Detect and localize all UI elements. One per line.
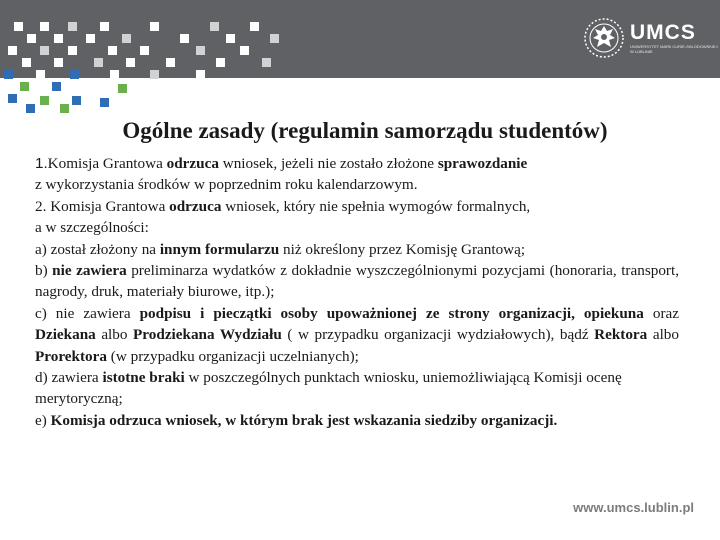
rule-2d bbox=[35, 367, 679, 410]
rule-1-bold-odrzuca: odrzuca bbox=[166, 155, 219, 172]
decorative-pixel bbox=[118, 84, 127, 93]
decorative-pixel bbox=[52, 82, 61, 91]
decorative-pixel bbox=[166, 58, 175, 67]
decorative-pixel bbox=[100, 22, 109, 31]
decorative-pixel bbox=[126, 58, 135, 67]
rule-2 bbox=[35, 196, 679, 239]
decorative-pixel bbox=[70, 70, 79, 79]
decorative-pixel bbox=[216, 58, 225, 67]
decorative-pixel bbox=[26, 104, 35, 113]
rule-2b-text-2: preliminarza wydatków z dokładnie wyszczególnionymi pozycjami (honoraria, transport, nagrody, druk, materiały biurowe, itp.); bbox=[35, 262, 680, 301]
rule-1-bold-sprawozdanie: sprawozdanie bbox=[437, 155, 528, 172]
rule-2a bbox=[35, 239, 679, 260]
decorative-pixel bbox=[226, 34, 235, 43]
rule-2c-text-3: albo bbox=[95, 326, 134, 344]
footer-url: www.umcs.lublin.pl bbox=[573, 500, 694, 515]
decorative-pixel bbox=[180, 34, 189, 43]
logo-subtitle-1: UNIWERSYTET MARII CURIE-SKŁODOWSKIEJ bbox=[630, 44, 718, 49]
decorative-pixel bbox=[4, 70, 13, 79]
rule-2c-bold-rektor: Rektora bbox=[594, 326, 648, 344]
rule-2-text-3: a w szczególności: bbox=[35, 219, 149, 237]
rule-2c bbox=[35, 303, 679, 367]
rule-2c-text-5: albo bbox=[647, 326, 679, 344]
decorative-pixel bbox=[27, 34, 36, 43]
decorative-pixel bbox=[40, 96, 49, 105]
rule-2c-bold-prorektor: Prorektora bbox=[35, 347, 107, 365]
decorative-pixel bbox=[240, 46, 249, 55]
rule-2c-text-2: oraz bbox=[643, 304, 680, 322]
decorative-pixel bbox=[262, 58, 271, 67]
decorative-pixel bbox=[14, 22, 23, 31]
decorative-pixel bbox=[100, 98, 109, 107]
decorative-pixel bbox=[84, 82, 93, 91]
decorative-pixel bbox=[60, 104, 69, 113]
decorative-pixel bbox=[54, 34, 63, 43]
decorative-pixel bbox=[110, 70, 119, 79]
decorative-pixel bbox=[22, 58, 31, 67]
rule-2c-text-4: ( w przypadku organizacji wydziałowych), bądź bbox=[281, 326, 595, 344]
decorative-pixel bbox=[36, 70, 45, 79]
rule-2a-bold: innym formularzu bbox=[159, 240, 280, 258]
rule-1-text: Komisja Grantowa bbox=[47, 155, 167, 172]
rule-2c-bold-dziekan: Dziekana bbox=[35, 326, 96, 344]
pixel-pattern-decoration bbox=[0, 0, 300, 110]
rule-1-number: 1. bbox=[35, 155, 48, 172]
decorative-pixel bbox=[270, 34, 279, 43]
logo-name: UMCS bbox=[630, 21, 696, 44]
rule-2d-text: d) zawiera bbox=[35, 369, 103, 387]
rules-list bbox=[35, 153, 679, 431]
rule-2c-bold-prodziekan: Prodziekana Wydziału bbox=[133, 326, 282, 344]
header-bar bbox=[0, 0, 720, 78]
rule-2e bbox=[35, 410, 679, 431]
eagle-emblem-icon bbox=[584, 16, 624, 60]
rule-2c-text-6: (w przypadku organizacji uczelnianych); bbox=[106, 347, 359, 365]
rule-2a-text: a) został złożony na bbox=[35, 240, 160, 258]
rule-2b-text: b) bbox=[35, 262, 53, 280]
decorative-pixel bbox=[86, 34, 95, 43]
decorative-pixel bbox=[72, 96, 81, 105]
rule-2d-bold: istotne braki bbox=[102, 369, 185, 387]
logo-subtitle-2: W LUBLINIE bbox=[630, 49, 653, 54]
decorative-pixel bbox=[122, 34, 131, 43]
decorative-pixel bbox=[250, 22, 259, 31]
decorative-pixel bbox=[210, 22, 219, 31]
decorative-pixel bbox=[54, 58, 63, 67]
rule-1-text-3: z wykorzystania środków w poprzednim roku kalendarzowym. bbox=[35, 176, 418, 194]
rule-2-bold-odrzuca: odrzuca bbox=[169, 197, 222, 215]
decorative-pixel bbox=[8, 46, 17, 55]
logo-text bbox=[630, 22, 718, 54]
page-title: Ogólne zasady (regulamin samorządu studentów) bbox=[122, 118, 608, 143]
rule-2e-text: e) bbox=[35, 411, 51, 429]
decorative-pixel bbox=[40, 46, 49, 55]
decorative-pixel bbox=[8, 94, 17, 103]
rule-2d-text-2: w poszczególnych punktach wniosku, uniemożliwiającą Komisji ocenę merytoryczną; bbox=[35, 369, 622, 408]
decorative-pixel bbox=[68, 22, 77, 31]
rule-2b bbox=[35, 260, 679, 303]
decorative-pixel bbox=[68, 46, 77, 55]
decorative-pixel bbox=[40, 22, 49, 31]
rule-1 bbox=[35, 153, 679, 196]
rule-2c-bold-signature: podpisu i pieczątki osoby upoważnionej ze strony organizacji, opiekuna bbox=[139, 304, 644, 322]
decorative-pixel bbox=[94, 58, 103, 67]
decorative-pixel bbox=[20, 82, 29, 91]
rule-2-text-2: wniosek, który nie spełnia wymogów formalnych, bbox=[221, 197, 531, 215]
rule-1-text-2: wniosek, jeżeli nie zostało złożone bbox=[218, 155, 438, 172]
rule-2b-bold: nie zawiera bbox=[52, 262, 127, 280]
rule-2c-text: c) nie zawiera bbox=[35, 304, 140, 322]
decorative-pixel bbox=[196, 70, 205, 79]
decorative-pixel bbox=[150, 70, 159, 79]
decorative-pixel bbox=[140, 46, 149, 55]
rule-2e-bold: Komisja odrzuca wniosek, w którym brak jest wskazania siedziby organizacji. bbox=[50, 411, 558, 429]
decorative-pixel bbox=[108, 46, 117, 55]
decorative-pixel bbox=[196, 46, 205, 55]
rule-2a-text-2: niż określony przez Komisję Grantową; bbox=[279, 240, 526, 258]
rule-2-text: 2. Komisja Grantowa bbox=[35, 197, 170, 215]
decorative-pixel bbox=[150, 22, 159, 31]
umcs-logo bbox=[584, 16, 718, 60]
